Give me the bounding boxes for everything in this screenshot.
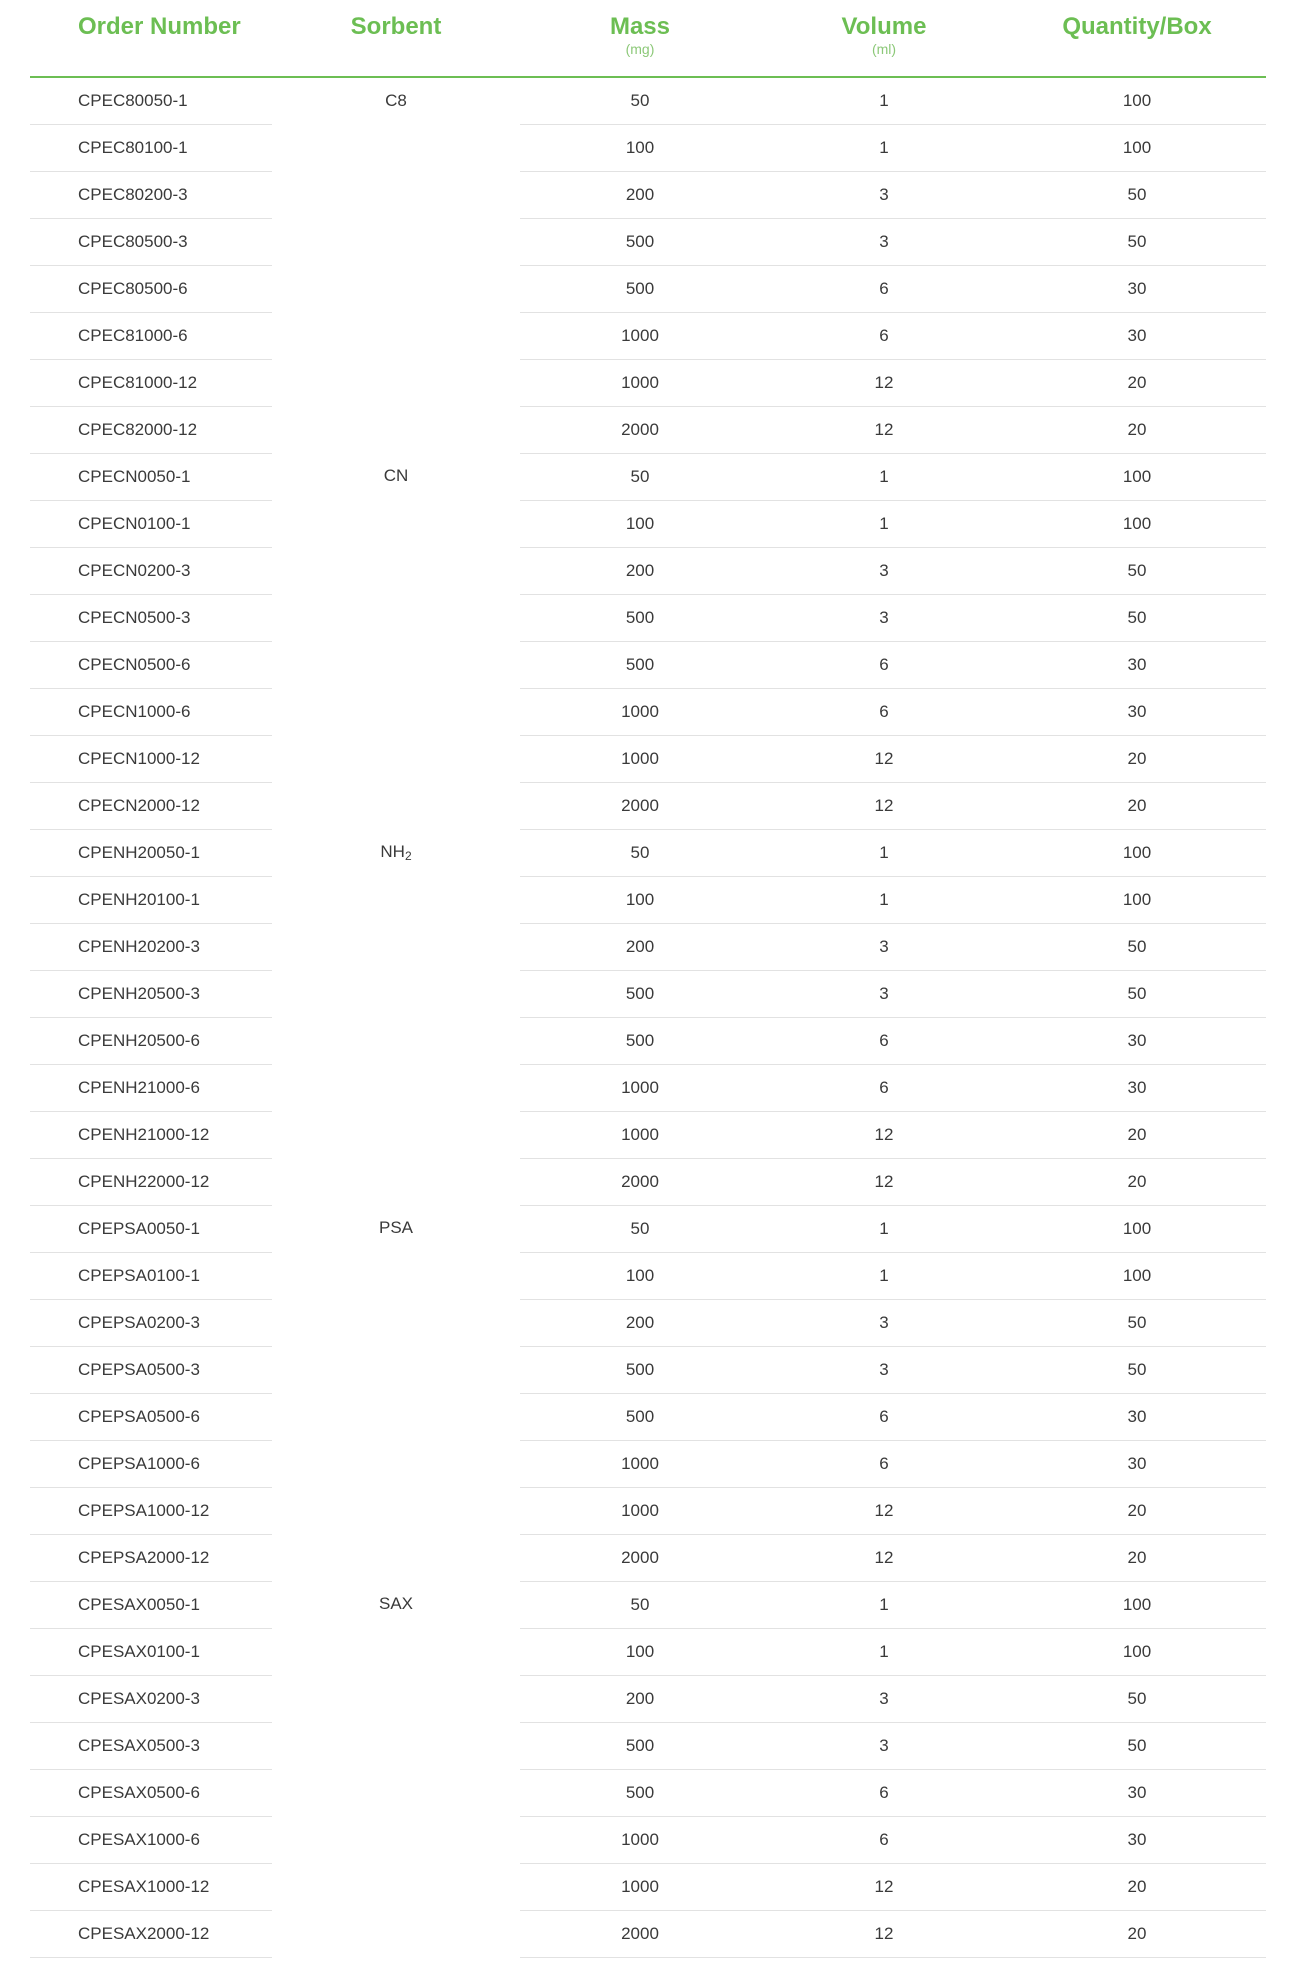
cell-order-number: CPEC81000-6 (30, 312, 272, 359)
column-header-order-number (30, 0, 272, 77)
cell-order-number: CPENH20200-3 (30, 923, 272, 970)
cell-mass: 500 (520, 1017, 760, 1064)
cell-mass: 200 (520, 547, 760, 594)
cell-mass: 100 (520, 500, 760, 547)
column-header-mass-label: Mass (609, 13, 671, 40)
cell-quantity-box: 100 (1008, 829, 1266, 876)
cell-quantity-box: 30 (1008, 1017, 1266, 1064)
table-body (30, 77, 1266, 1958)
table-row (30, 218, 1266, 265)
cell-volume: 12 (760, 1111, 1008, 1158)
cell-volume: 6 (760, 688, 1008, 735)
cell-quantity-box: 50 (1008, 1346, 1266, 1393)
cell-quantity-box: 30 (1008, 312, 1266, 359)
cell-order-number: CPECN1000-6 (30, 688, 272, 735)
cell-order-number: CPEPSA2000-12 (30, 1534, 272, 1581)
cell-order-number: CPEPSA0500-6 (30, 1393, 272, 1440)
table-row (30, 923, 1266, 970)
cell-sorbent: SAX (378, 1594, 414, 1614)
cell-volume: 12 (760, 1487, 1008, 1534)
cell-volume: 1 (760, 124, 1008, 171)
cell-mass: 500 (520, 641, 760, 688)
cell-sorbent-label: NH (380, 842, 405, 862)
cell-mass: 1000 (520, 735, 760, 782)
cell-mass: 100 (520, 124, 760, 171)
cell-order-number: CPESAX0050-1 (30, 1581, 272, 1628)
cell-mass: 500 (520, 1393, 760, 1440)
cell-order-number: CPECN0050-1 (30, 453, 272, 500)
cell-mass: 50 (520, 77, 760, 125)
cell-volume: 12 (760, 1910, 1008, 1957)
cell-mass: 500 (520, 1346, 760, 1393)
cell-volume: 3 (760, 970, 1008, 1017)
cell-order-number: CPESAX2000-12 (30, 1910, 272, 1957)
cell-mass: 1000 (520, 1487, 760, 1534)
column-header-quantity-box (1008, 0, 1266, 77)
cell-volume: 6 (760, 1816, 1008, 1863)
cell-volume: 1 (760, 77, 1008, 125)
cell-quantity-box: 30 (1008, 1064, 1266, 1111)
cell-order-number: CPESAX1000-6 (30, 1816, 272, 1863)
cell-quantity-box: 30 (1008, 1816, 1266, 1863)
column-header-volume-unit: (ml) (871, 41, 897, 58)
cell-quantity-box: 30 (1008, 641, 1266, 688)
cell-quantity-box: 50 (1008, 547, 1266, 594)
table-row (30, 876, 1266, 923)
cell-volume: 3 (760, 594, 1008, 641)
cell-sorbent-subscript: 2 (404, 849, 412, 864)
cell-quantity-box: 100 (1008, 1628, 1266, 1675)
cell-volume: 3 (760, 218, 1008, 265)
table-row (30, 1487, 1266, 1534)
table-row (30, 124, 1266, 171)
cell-sorbent: CN (383, 466, 409, 486)
cell-quantity-box: 100 (1008, 876, 1266, 923)
table-row (30, 1111, 1266, 1158)
cell-quantity-box: 30 (1008, 1769, 1266, 1816)
cell-mass: 200 (520, 1675, 760, 1722)
cell-volume: 1 (760, 1628, 1008, 1675)
cell-quantity-box: 30 (1008, 688, 1266, 735)
product-spec-table (30, 0, 1266, 1958)
cell-mass: 500 (520, 218, 760, 265)
table-row (30, 1816, 1266, 1863)
cell-quantity-box: 50 (1008, 1722, 1266, 1769)
cell-mass: 200 (520, 1299, 760, 1346)
cell-volume: 1 (760, 500, 1008, 547)
table-row (30, 1769, 1266, 1816)
cell-volume: 12 (760, 735, 1008, 782)
cell-volume: 3 (760, 1299, 1008, 1346)
cell-quantity-box: 100 (1008, 1252, 1266, 1299)
cell-quantity-box: 30 (1008, 265, 1266, 312)
cell-volume: 6 (760, 312, 1008, 359)
cell-mass: 1000 (520, 1440, 760, 1487)
cell-volume: 6 (760, 1393, 1008, 1440)
cell-volume: 3 (760, 923, 1008, 970)
table-row (30, 77, 1266, 125)
cell-volume: 6 (760, 1017, 1008, 1064)
cell-order-number: CPEC80500-3 (30, 218, 272, 265)
cell-order-number: CPEC82000-12 (30, 406, 272, 453)
cell-order-number: CPEC80500-6 (30, 265, 272, 312)
cell-quantity-box: 100 (1008, 1581, 1266, 1628)
table-row (30, 782, 1266, 829)
cell-quantity-box: 20 (1008, 1487, 1266, 1534)
cell-volume: 1 (760, 453, 1008, 500)
cell-order-number: CPEPSA0200-3 (30, 1299, 272, 1346)
cell-mass: 500 (520, 970, 760, 1017)
table-row (30, 1205, 1266, 1252)
cell-order-number: CPEPSA0100-1 (30, 1252, 272, 1299)
cell-mass: 1000 (520, 1816, 760, 1863)
cell-volume: 6 (760, 1769, 1008, 1816)
cell-volume: 12 (760, 406, 1008, 453)
cell-quantity-box: 100 (1008, 77, 1266, 125)
cell-order-number: CPECN0500-6 (30, 641, 272, 688)
cell-mass: 50 (520, 1205, 760, 1252)
cell-order-number: CPECN0100-1 (30, 500, 272, 547)
table-row (30, 406, 1266, 453)
cell-quantity-box: 100 (1008, 500, 1266, 547)
cell-order-number: CPENH21000-6 (30, 1064, 272, 1111)
table-row (30, 641, 1266, 688)
column-header-sorbent-label: Sorbent (350, 13, 442, 40)
cell-volume: 3 (760, 1722, 1008, 1769)
cell-quantity-box: 100 (1008, 453, 1266, 500)
cell-mass: 500 (520, 594, 760, 641)
cell-mass: 500 (520, 265, 760, 312)
cell-quantity-box: 100 (1008, 124, 1266, 171)
cell-mass: 2000 (520, 1534, 760, 1581)
cell-volume: 12 (760, 1534, 1008, 1581)
cell-quantity-box: 50 (1008, 171, 1266, 218)
cell-order-number: CPENH20500-6 (30, 1017, 272, 1064)
cell-mass: 1000 (520, 688, 760, 735)
cell-volume: 3 (760, 547, 1008, 594)
table-row (30, 1863, 1266, 1910)
cell-order-number: CPESAX0100-1 (30, 1628, 272, 1675)
cell-order-number: CPECN2000-12 (30, 782, 272, 829)
cell-order-number: CPEPSA0500-3 (30, 1346, 272, 1393)
column-header-mass (520, 0, 760, 77)
cell-order-number: CPESAX1000-12 (30, 1863, 272, 1910)
cell-quantity-box: 20 (1008, 1910, 1266, 1957)
cell-mass: 1000 (520, 1064, 760, 1111)
cell-quantity-box: 50 (1008, 970, 1266, 1017)
table-row (30, 1393, 1266, 1440)
cell-mass: 100 (520, 876, 760, 923)
table-row (30, 1910, 1266, 1957)
cell-quantity-box: 20 (1008, 359, 1266, 406)
table-row (30, 359, 1266, 406)
cell-volume: 12 (760, 1863, 1008, 1910)
cell-volume: 6 (760, 1064, 1008, 1111)
cell-volume: 6 (760, 641, 1008, 688)
table-row (30, 453, 1266, 500)
cell-mass: 2000 (520, 1158, 760, 1205)
table-row (30, 312, 1266, 359)
column-header-volume (760, 0, 1008, 77)
cell-quantity-box: 20 (1008, 1534, 1266, 1581)
table-row (30, 688, 1266, 735)
cell-quantity-box: 20 (1008, 406, 1266, 453)
cell-order-number: CPENH21000-12 (30, 1111, 272, 1158)
cell-quantity-box: 50 (1008, 1299, 1266, 1346)
cell-mass: 1000 (520, 1111, 760, 1158)
cell-order-number: CPEPSA1000-6 (30, 1440, 272, 1487)
cell-order-number: CPEPSA1000-12 (30, 1487, 272, 1534)
cell-mass: 500 (520, 1722, 760, 1769)
table-header (30, 0, 1266, 77)
column-header-mass-unit: (mg) (625, 41, 655, 58)
cell-quantity-box: 50 (1008, 594, 1266, 641)
table-row (30, 1064, 1266, 1111)
cell-order-number: CPESAX0500-3 (30, 1722, 272, 1769)
table-row (30, 1675, 1266, 1722)
table-row (30, 1252, 1266, 1299)
table-row (30, 1440, 1266, 1487)
cell-order-number: CPENH20100-1 (30, 876, 272, 923)
cell-mass: 2000 (520, 1910, 760, 1957)
cell-quantity-box: 50 (1008, 1675, 1266, 1722)
cell-order-number: CPESAX0200-3 (30, 1675, 272, 1722)
table-row (30, 1017, 1266, 1064)
cell-volume: 3 (760, 1675, 1008, 1722)
table-row (30, 970, 1266, 1017)
table-row (30, 1628, 1266, 1675)
cell-order-number: CPEC80100-1 (30, 124, 272, 171)
table-row (30, 500, 1266, 547)
cell-mass: 50 (520, 453, 760, 500)
cell-quantity-box: 20 (1008, 1863, 1266, 1910)
cell-mass: 1000 (520, 359, 760, 406)
cell-order-number: CPEC80200-3 (30, 171, 272, 218)
table-row (30, 547, 1266, 594)
cell-order-number: CPENH20050-1 (30, 829, 272, 876)
cell-volume: 12 (760, 1158, 1008, 1205)
table-row (30, 1581, 1266, 1628)
table-row (30, 1534, 1266, 1581)
table-row (30, 171, 1266, 218)
cell-mass: 2000 (520, 782, 760, 829)
column-header-quantity-box-label: Quantity/Box (1062, 13, 1212, 40)
table-row (30, 265, 1266, 312)
cell-order-number: CPEC80050-1 (30, 77, 272, 125)
column-header-order-number-label: Order Number (78, 13, 241, 40)
table-row (30, 1299, 1266, 1346)
table-row (30, 594, 1266, 641)
cell-sorbent: PSA (378, 1218, 414, 1238)
cell-volume: 1 (760, 876, 1008, 923)
cell-mass: 50 (520, 1581, 760, 1628)
cell-quantity-box: 100 (1008, 1205, 1266, 1252)
cell-sorbent (272, 829, 520, 1205)
cell-sorbent: C8 (385, 90, 407, 110)
cell-quantity-box: 50 (1008, 218, 1266, 265)
cell-mass: 200 (520, 923, 760, 970)
cell-order-number: CPENH22000-12 (30, 1158, 272, 1205)
cell-mass: 500 (520, 1769, 760, 1816)
cell-order-number: CPECN0200-3 (30, 547, 272, 594)
cell-quantity-box: 20 (1008, 735, 1266, 782)
cell-mass: 100 (520, 1628, 760, 1675)
cell-volume: 1 (760, 1581, 1008, 1628)
cell-quantity-box: 20 (1008, 782, 1266, 829)
table-header-row (30, 0, 1266, 77)
table-row (30, 735, 1266, 782)
cell-mass: 200 (520, 171, 760, 218)
cell-order-number: CPEC81000-12 (30, 359, 272, 406)
cell-order-number: CPECN1000-12 (30, 735, 272, 782)
cell-mass: 100 (520, 1252, 760, 1299)
cell-volume: 1 (760, 1205, 1008, 1252)
cell-volume: 6 (760, 1440, 1008, 1487)
table-row (30, 1722, 1266, 1769)
cell-quantity-box: 50 (1008, 923, 1266, 970)
table-row (30, 829, 1266, 876)
cell-volume: 6 (760, 265, 1008, 312)
cell-quantity-box: 30 (1008, 1440, 1266, 1487)
cell-order-number: CPENH20500-3 (30, 970, 272, 1017)
cell-volume: 3 (760, 1346, 1008, 1393)
cell-order-number: CPECN0500-3 (30, 594, 272, 641)
column-header-volume-label: Volume (841, 13, 927, 40)
cell-volume: 12 (760, 782, 1008, 829)
cell-order-number: CPESAX0500-6 (30, 1769, 272, 1816)
cell-volume: 3 (760, 171, 1008, 218)
cell-mass: 2000 (520, 406, 760, 453)
cell-quantity-box: 20 (1008, 1111, 1266, 1158)
table-row (30, 1158, 1266, 1205)
cell-volume: 12 (760, 359, 1008, 406)
cell-quantity-box: 20 (1008, 1158, 1266, 1205)
bottom-spacer (0, 1958, 1296, 1988)
cell-mass: 1000 (520, 1863, 760, 1910)
cell-volume: 1 (760, 1252, 1008, 1299)
cell-quantity-box: 30 (1008, 1393, 1266, 1440)
column-header-sorbent (272, 0, 520, 77)
cell-order-number: CPEPSA0050-1 (30, 1205, 272, 1252)
cell-volume: 1 (760, 829, 1008, 876)
cell-mass: 50 (520, 829, 760, 876)
table-row (30, 1346, 1266, 1393)
cell-mass: 1000 (520, 312, 760, 359)
